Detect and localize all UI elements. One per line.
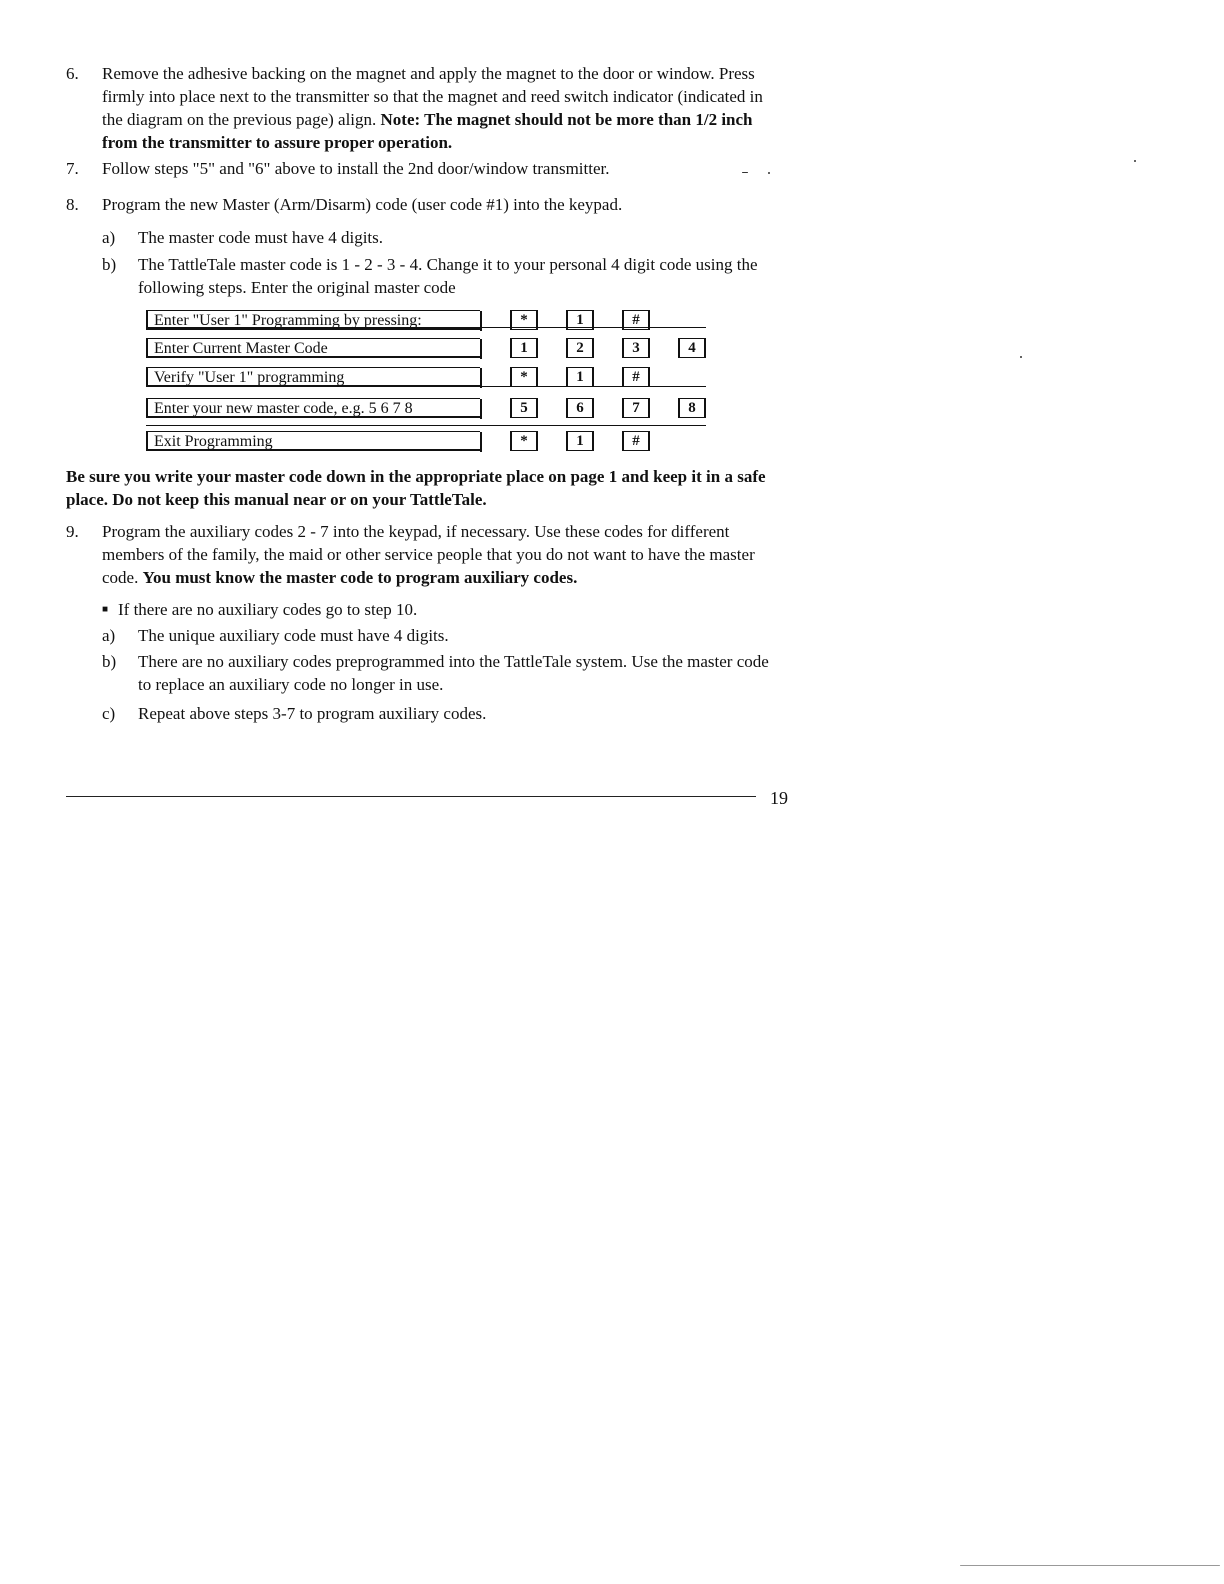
key-cell: 4	[678, 338, 706, 358]
scan-speck	[768, 172, 770, 174]
step-text: Follow steps "5" and "6" above to install the 2nd door/window transmitter.	[102, 159, 610, 178]
row-label: Enter your new master code, e.g. 5 6 7 8	[146, 398, 480, 418]
step-6	[66, 62, 786, 154]
key-cell: 6	[566, 398, 594, 418]
step-7	[66, 157, 786, 180]
row-label: Enter Current Master Code	[146, 338, 480, 358]
step-9c	[102, 702, 782, 725]
step-number: 6.	[66, 64, 79, 83]
row-label: Verify "User 1" programming	[146, 367, 480, 387]
key-cell: 1	[566, 431, 594, 451]
key-cell: 5	[510, 398, 538, 418]
substep-label: a)	[102, 626, 116, 645]
substep-label: c)	[102, 704, 116, 723]
scan-speck	[1020, 356, 1022, 358]
substep-text: There are no auxiliary codes preprogrammed into the TattleTale system. Use the master code to replace an auxiliary code no longer in use.	[138, 652, 769, 694]
table-rule	[146, 386, 706, 387]
key-cell: 7	[622, 398, 650, 418]
substep-text: The unique auxiliary code must have 4 digits.	[138, 626, 449, 645]
step-text: Program the new Master (Arm/Disarm) code (user code #1) into the keypad.	[102, 195, 623, 214]
step-9b	[102, 650, 782, 696]
step-number: 9.	[66, 522, 79, 541]
key-cell: 1	[566, 310, 594, 330]
key-cell: 3	[622, 338, 650, 358]
step-8	[66, 193, 786, 216]
auxiliary-note: You must know the master code to program auxiliary codes.	[142, 568, 578, 587]
substep-label: b)	[102, 255, 117, 274]
step-text: Remove the adhesive backing on the magnet and apply the magnet to the door or window. Press firmly into place next to the transmitter so that the magnet and reed switch indicator (indicated in the diagram on the previous page) align.	[102, 64, 763, 129]
scan-speck	[960, 1565, 1220, 1566]
substep-label: b)	[102, 652, 117, 671]
master-code-warning: Be sure you write your master code down in the appropriate place on page 1 and keep it in a safe place. Do not keep this manual near or on your TattleTale.	[66, 467, 766, 509]
scan-speck	[1134, 160, 1136, 162]
step-text: Program the auxiliary codes 2 - 7 into the keypad, if necessary. Use these codes for different members of the family, the maid or other service people that you do not want to have the master code.	[102, 522, 755, 587]
row-label: Exit Programming	[146, 431, 480, 451]
row-label: Enter "User 1" Programming by pressing:	[146, 310, 480, 330]
substep-text: Repeat above steps 3-7 to program auxiliary codes.	[138, 704, 487, 723]
bullet-icon: ■	[102, 604, 109, 615]
key-cell: *	[510, 310, 538, 330]
substep-text: The master code must have 4 digits.	[138, 228, 384, 247]
step-9a	[102, 624, 782, 647]
key-cell: *	[510, 367, 538, 387]
key-cell: 1	[510, 338, 538, 358]
key-cell: 8	[678, 398, 706, 418]
footer-rule	[66, 796, 756, 797]
step-9	[66, 520, 786, 589]
step-9-bullet	[102, 598, 782, 621]
step-number: 7.	[66, 159, 79, 178]
magnet-note: Note: The magnet should not be more than 1/2 inch from the transmitter to assure proper operation.	[102, 110, 753, 152]
step-8a	[102, 226, 782, 249]
key-cell: 1	[566, 367, 594, 387]
table-rule	[146, 425, 706, 426]
key-cell: #	[622, 310, 650, 330]
key-cell: *	[510, 431, 538, 451]
step-number: 8.	[66, 195, 79, 214]
key-cell: #	[622, 431, 650, 451]
substep-label: a)	[102, 228, 116, 247]
key-cell: #	[622, 367, 650, 387]
substep-text: The TattleTale master code is 1 - 2 - 3 - 4. Change it to your personal 4 digit code using the following steps. Enter the original master code	[138, 255, 758, 297]
page-number: 19	[770, 788, 788, 808]
step-8b	[102, 253, 782, 299]
table-rule	[146, 327, 706, 328]
key-cell: 2	[566, 338, 594, 358]
bullet-text: If there are no auxiliary codes go to step 10.	[118, 600, 418, 619]
scan-speck	[742, 172, 748, 173]
